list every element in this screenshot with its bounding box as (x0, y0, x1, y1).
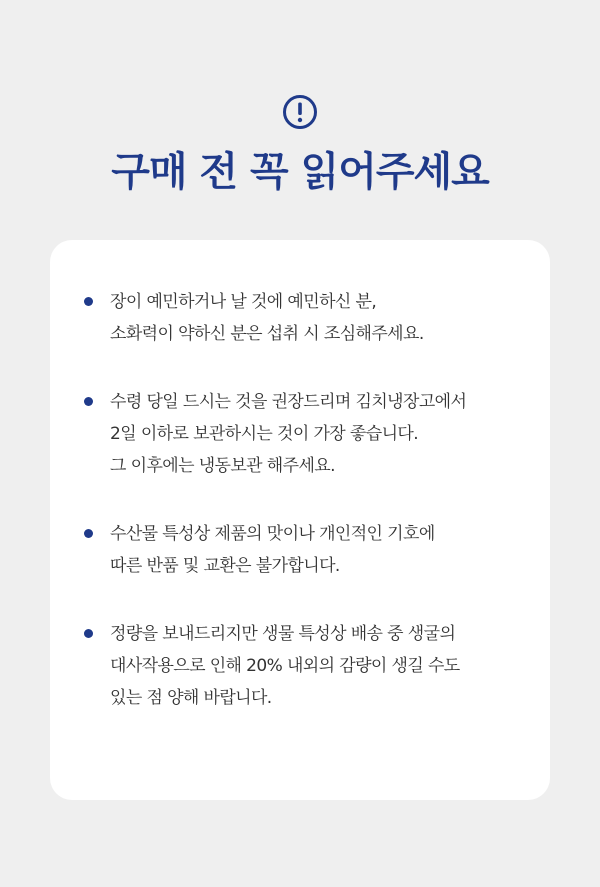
notice-line: 따른 반품 및 교환은 불가합니다. (110, 556, 340, 576)
notice-line: 수령 당일 드시는 것을 권장드리며 김치냉장고에서 (110, 392, 467, 412)
notice-item-returns (50, 518, 550, 582)
bullet-icon (84, 397, 93, 406)
notice-line: 정량을 보내드리지만 생물 특성상 배송 중 생굴의 (110, 624, 456, 644)
notice-card (50, 240, 550, 800)
notice-line: 장이 예민하거나 날 것에 예민하신 분, (110, 292, 377, 312)
bullet-icon (84, 529, 93, 538)
notice-item-digestion (50, 286, 550, 350)
notice-line: 소화력이 약하신 분은 섭취 시 조심해주세요. (110, 324, 424, 344)
notice-line: 대사작용으로 인해 20% 내외의 감량이 생길 수도 (110, 656, 460, 676)
notice-line: 그 이후에는 냉동보관 해주세요. (110, 456, 335, 476)
bullet-icon (84, 297, 93, 306)
notice-line: 수산물 특성상 제품의 맛이나 개인적인 기호에 (110, 524, 435, 544)
notice-item-weight-loss (50, 618, 550, 714)
page-title: 구매 전 꼭 읽어주세요 (111, 149, 489, 195)
notice-line: 있는 점 양해 바랍니다. (110, 688, 272, 708)
notice-list (50, 286, 550, 750)
exclamation-circle-icon (282, 94, 318, 130)
bullet-icon (84, 629, 93, 638)
notice-line: 2일 이하로 보관하시는 것이 가장 좋습니다. (110, 424, 419, 444)
notice-item-storage (50, 386, 550, 482)
